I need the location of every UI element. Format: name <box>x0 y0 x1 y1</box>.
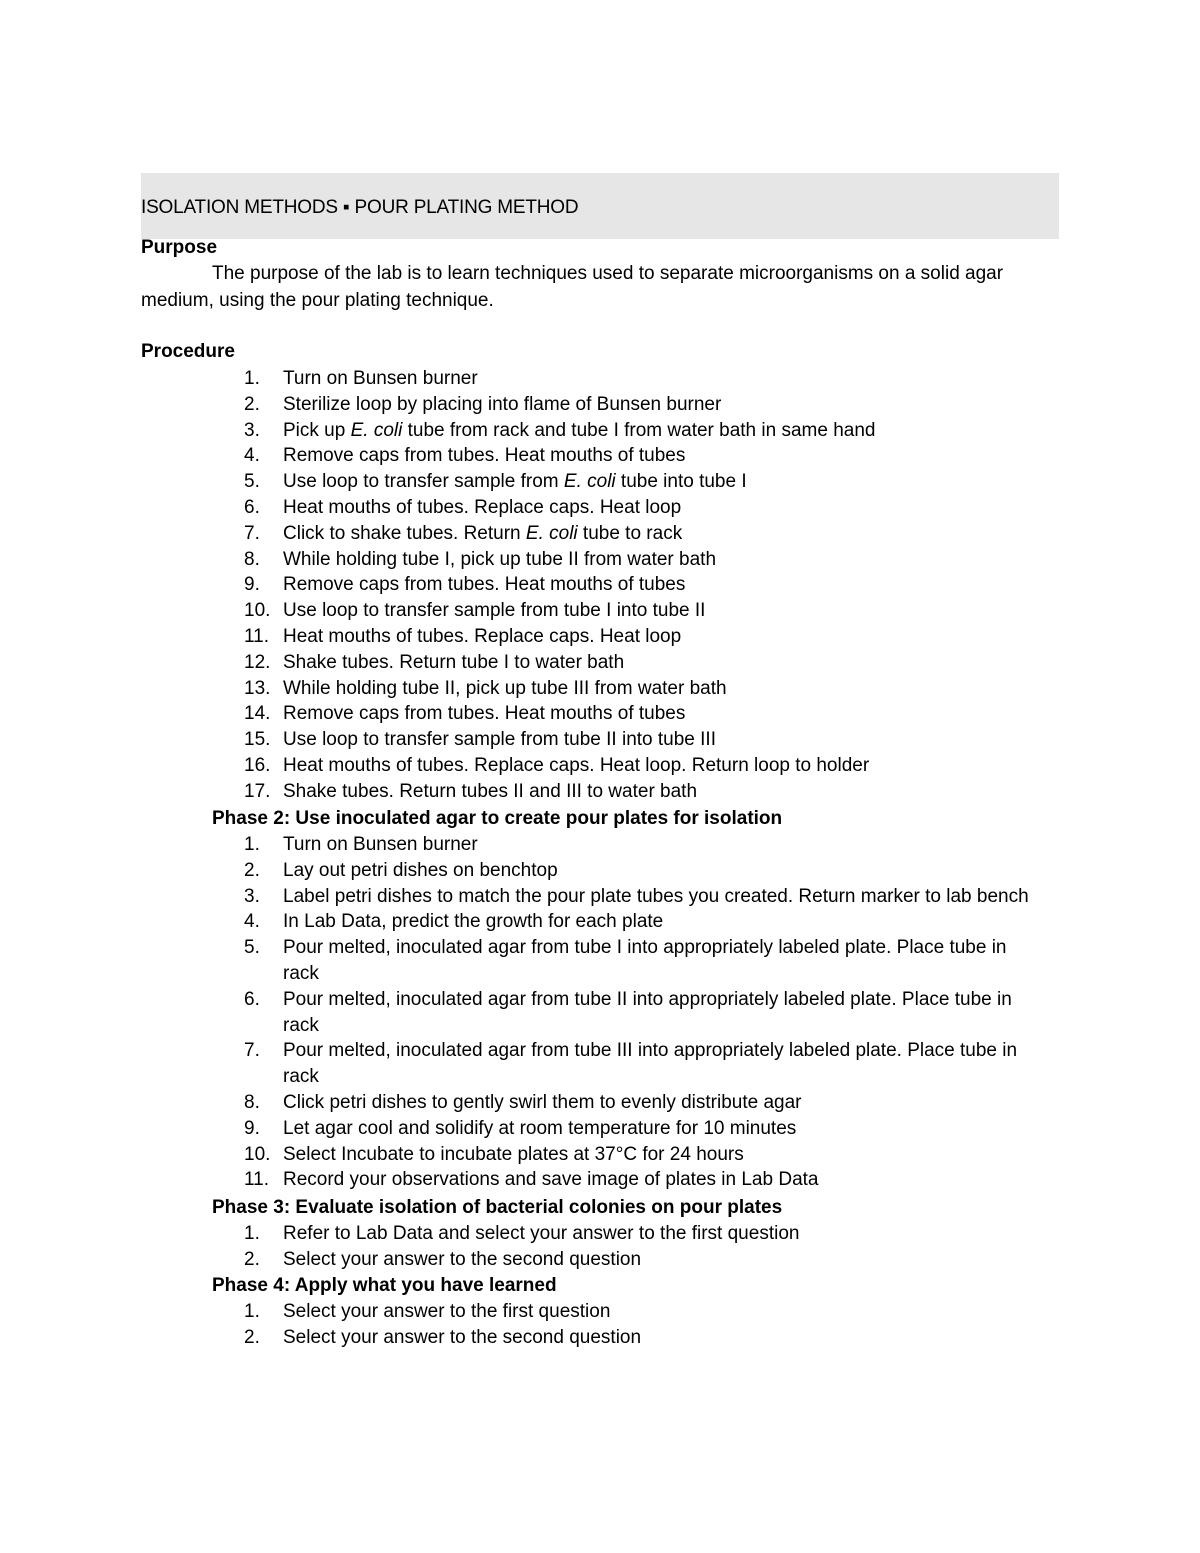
step-number: 2. <box>244 1326 260 1348</box>
step-text: While holding tube II, pick up tube III from water bath <box>283 677 727 699</box>
step-text: Heat mouths of tubes. Replace caps. Heat loop. Return loop to holder <box>283 755 870 776</box>
step-number: 5. <box>244 937 260 959</box>
step-text: Click to shake tubes. Return E. coli tube to rack <box>283 522 683 544</box>
purpose-text-line-2: medium, using the pour plating technique. <box>141 290 494 311</box>
step-number: 2. <box>244 393 260 415</box>
step-text: While holding tube I, pick up tube II from water bath <box>283 548 717 570</box>
step-number: 4. <box>244 445 260 467</box>
step-text: Label petri dishes to match the pour plate tubes you created. Return marker to lab bench <box>283 885 1029 907</box>
step-text: Turn on Bunsen burner <box>283 368 478 389</box>
step-number: 2. <box>244 859 260 881</box>
step-number: 9. <box>244 1117 260 1139</box>
phase-4-heading: Phase 4: Apply what you have learned <box>212 1275 557 1296</box>
step-number: 8. <box>244 1092 260 1113</box>
step-number: 17. <box>244 780 271 802</box>
step-text: Pick up E. coli tube from rack and tube I from water bath in same hand <box>283 419 876 441</box>
step-text: Heat mouths of tubes. Replace caps. Heat loop <box>283 626 682 647</box>
step-text: Let agar cool and solidify at room temperature for 10 minutes <box>283 1117 797 1139</box>
step-text: Pour melted, inoculated agar from tube III into appropriately labeled plate. Place tube in <box>283 1040 1018 1062</box>
step-text: Select your answer to the second question <box>283 1248 642 1270</box>
step-number: 1. <box>244 1301 260 1322</box>
step-number: 10. <box>244 1143 271 1165</box>
step-text: Use loop to transfer sample from E. coli tube into tube I <box>283 471 747 493</box>
step-text: Remove caps from tubes. Heat mouths of tubes <box>283 703 686 725</box>
step-number: 13. <box>244 677 271 699</box>
purpose-text-line-1: The purpose of the lab is to learn techniques used to separate microorganisms on a solid agar <box>212 263 1004 284</box>
step-text: Lay out petri dishes on benchtop <box>283 859 558 881</box>
organism-name: E. coli <box>525 522 578 544</box>
organism-name: E. coli <box>563 471 616 493</box>
step-text: Remove caps from tubes. Heat mouths of tubes <box>283 445 686 467</box>
step-text: Select Incubate to incubate plates at 37°C for 24 hours <box>283 1143 744 1165</box>
step-text: Sterilize loop by placing into flame of Bunsen burner <box>283 393 722 415</box>
step-number: 10. <box>244 600 271 622</box>
step-text-continuation: rack <box>283 1066 319 1088</box>
step-number: 6. <box>244 988 260 1010</box>
step-text: Heat mouths of tubes. Replace caps. Heat loop <box>283 497 682 518</box>
step-text: Select your answer to the second question <box>283 1326 642 1348</box>
step-text: Shake tubes. Return tube I to water bath <box>283 651 625 673</box>
step-number: 7. <box>244 522 260 544</box>
step-number: 1. <box>244 368 260 389</box>
step-text-continuation: rack <box>283 962 319 984</box>
step-text: Record your observations and save image of plates in Lab Data <box>283 1169 819 1191</box>
step-number: 12. <box>244 651 271 673</box>
step-text: In Lab Data, predict the growth for each plate <box>283 911 664 933</box>
step-number: 16. <box>244 755 271 776</box>
step-text: Shake tubes. Return tubes II and III to water bath <box>283 780 698 802</box>
step-text: Remove caps from tubes. Heat mouths of tubes <box>283 574 686 596</box>
document-title: ISOLATION METHODS ▪ POUR PLATING METHOD <box>141 197 579 218</box>
organism-name: E. coli <box>350 419 403 441</box>
step-text: Refer to Lab Data and select your answer to the first question <box>283 1223 800 1244</box>
step-number: 1. <box>244 1223 260 1244</box>
step-number: 11. <box>244 626 270 647</box>
step-number: 8. <box>244 548 260 570</box>
step-text-continuation: rack <box>283 1014 319 1036</box>
procedure-heading: Procedure <box>141 341 235 362</box>
step-number: 1. <box>244 834 260 855</box>
step-number: 5. <box>244 471 260 493</box>
phase-2-heading: Phase 2: Use inoculated agar to create pour plates for isolation <box>212 808 783 829</box>
step-text: Use loop to transfer sample from tube I into tube II <box>283 600 706 622</box>
step-text: Use loop to transfer sample from tube II into tube III <box>283 729 716 751</box>
step-number: 14. <box>244 703 271 725</box>
step-number: 2. <box>244 1248 260 1270</box>
step-number: 6. <box>244 497 260 518</box>
step-text: Pour melted, inoculated agar from tube II into appropriately labeled plate. Place tube in <box>283 988 1012 1010</box>
step-number: 9. <box>244 574 260 596</box>
step-text: Click petri dishes to gently swirl them to evenly distribute agar <box>283 1092 802 1113</box>
step-text: Pour melted, inoculated agar from tube I into appropriately labeled plate. Place tube in <box>283 937 1007 959</box>
step-number: 3. <box>244 419 260 441</box>
step-number: 11. <box>244 1169 270 1191</box>
phase-3-heading: Phase 3: Evaluate isolation of bacterial colonies on pour plates <box>212 1197 783 1218</box>
step-number: 4. <box>244 911 260 933</box>
step-text: Select your answer to the first question <box>283 1301 611 1322</box>
step-text: Turn on Bunsen burner <box>283 834 478 855</box>
step-number: 3. <box>244 885 260 907</box>
step-number: 15. <box>244 729 271 751</box>
purpose-heading: Purpose <box>141 237 218 258</box>
step-number: 7. <box>244 1040 260 1062</box>
